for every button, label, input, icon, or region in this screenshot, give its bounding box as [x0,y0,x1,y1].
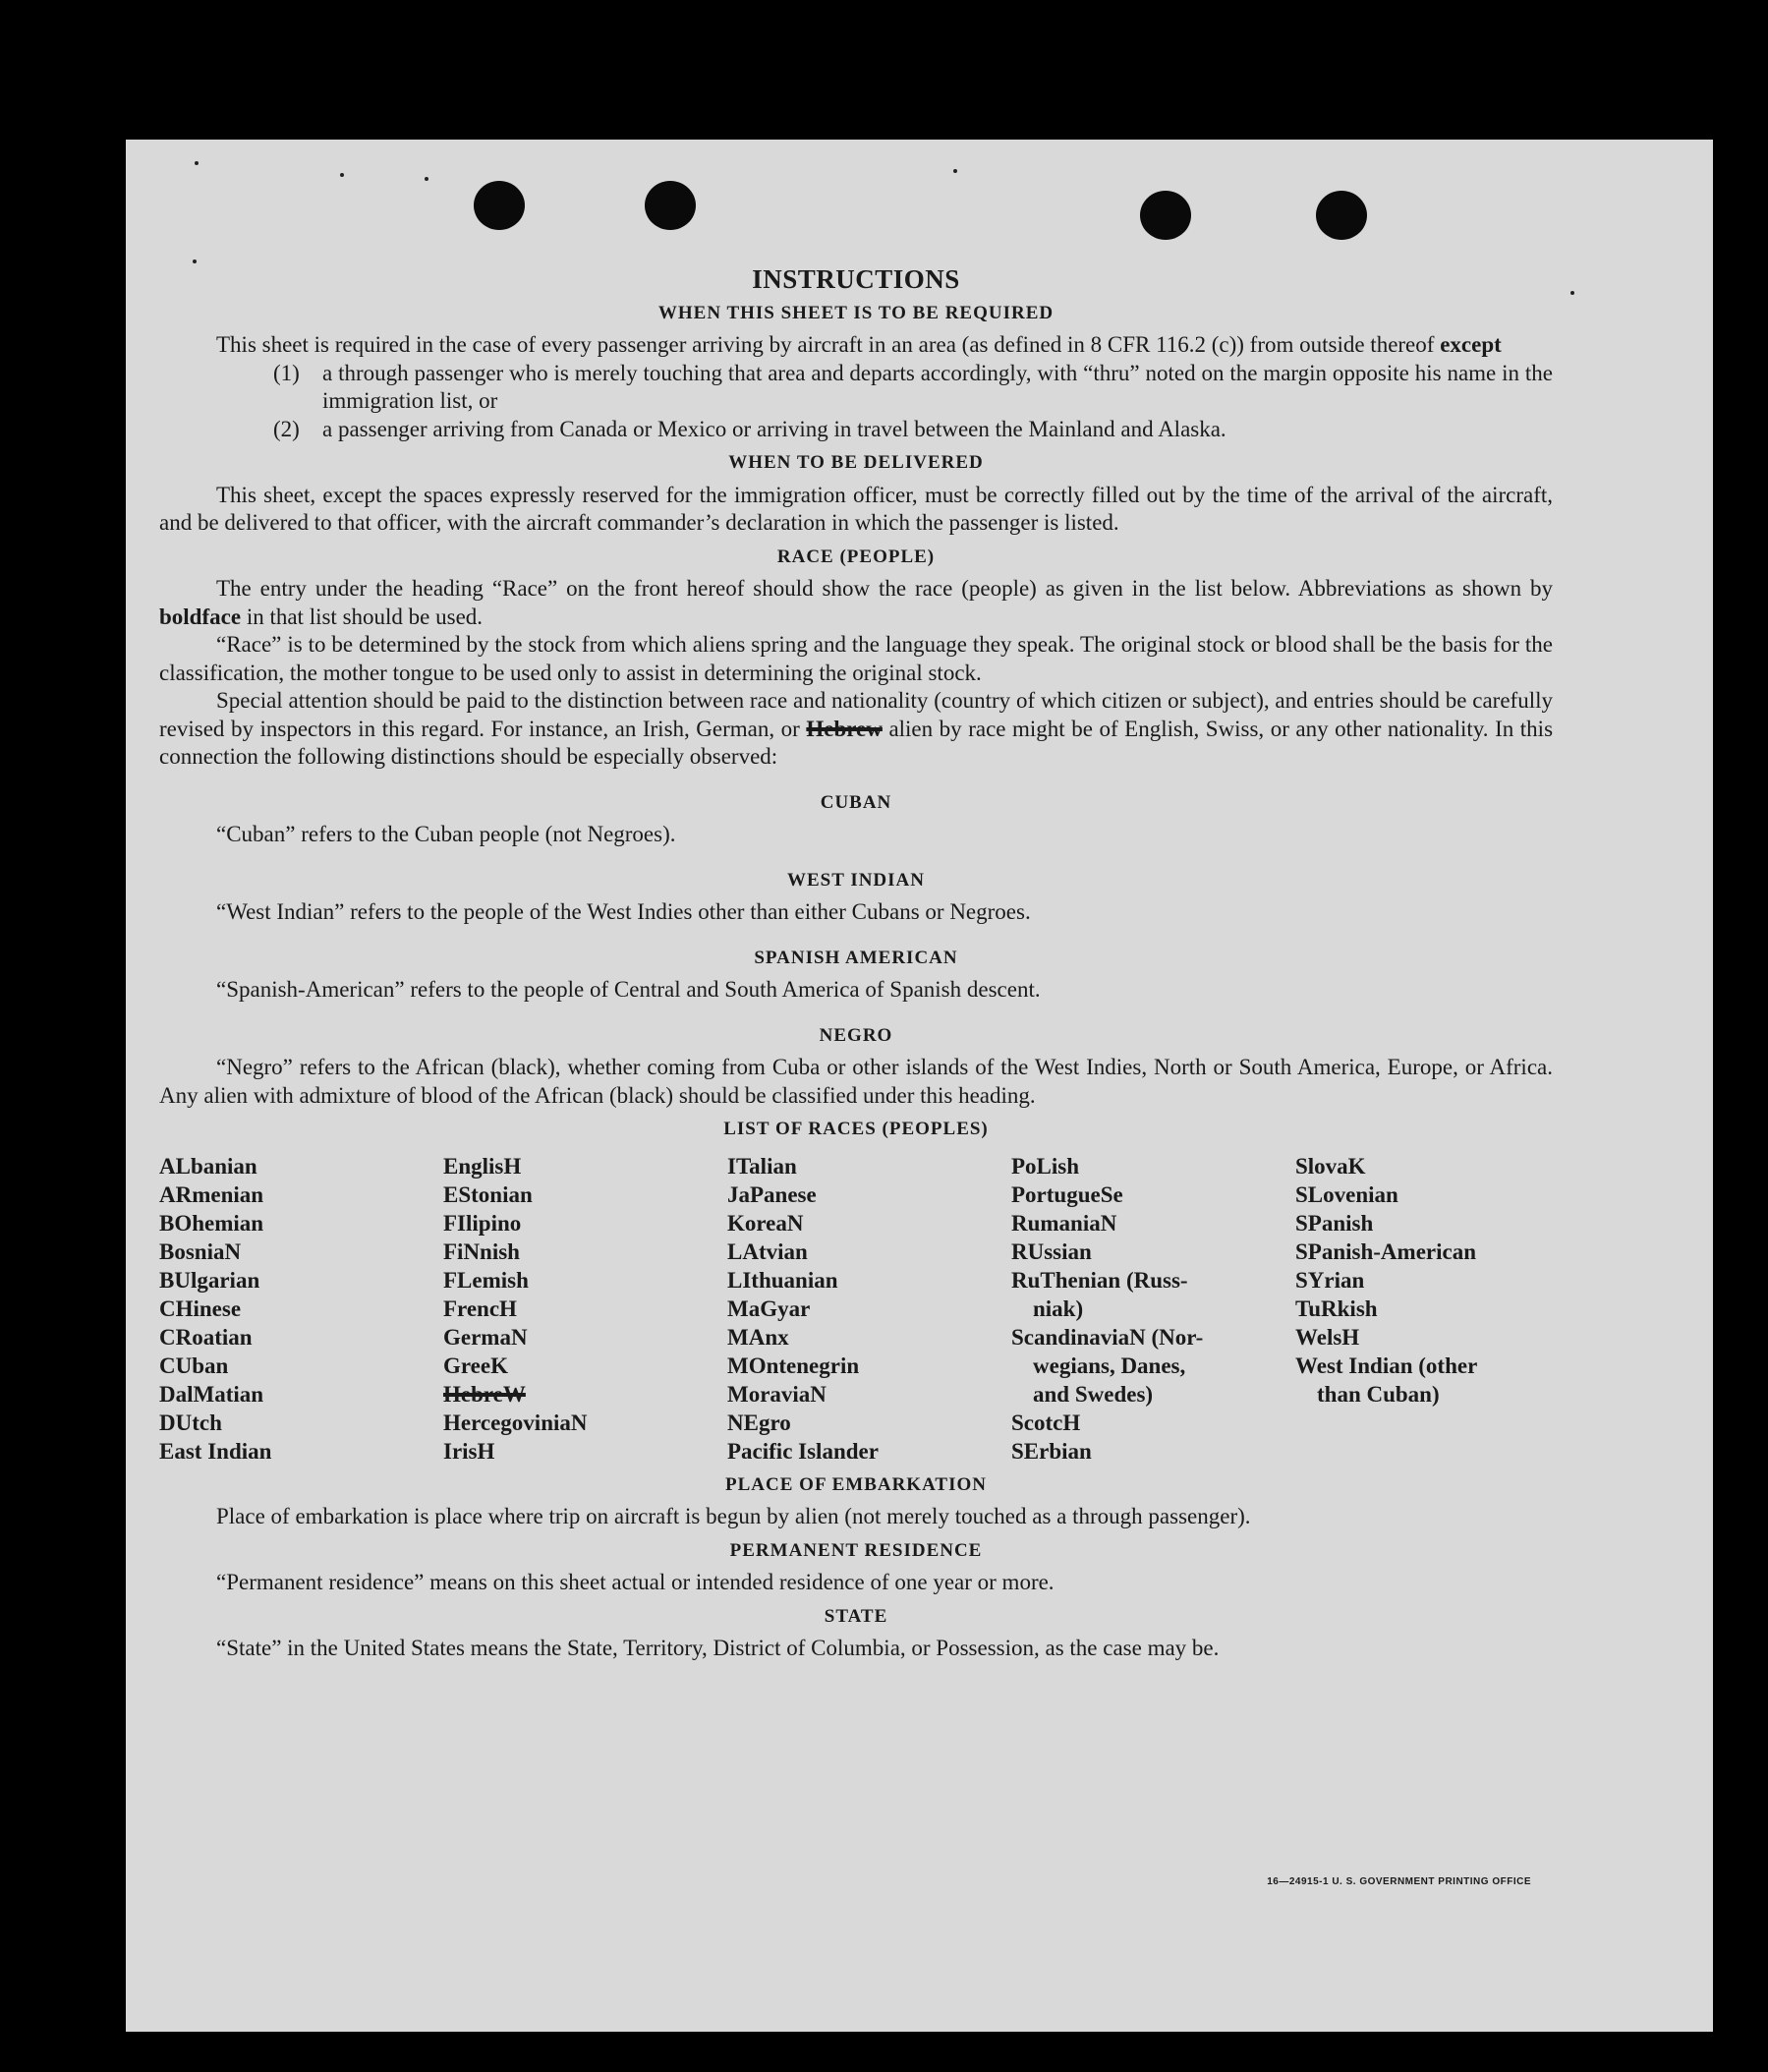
race-item: JaPanese [727,1181,817,1207]
punch-hole [1140,191,1191,240]
race-column [1295,1152,1579,1466]
printing-office-code: 16—24915-1 U. S. GOVERNMENT PRINTING OFFICE [1267,1876,1531,1887]
race-item: BosniaN [159,1238,242,1264]
race-item: CHinese [159,1295,242,1321]
race-item: ITalian [727,1153,797,1179]
speck [425,177,428,181]
paragraph: “Spanish-American” refers to the people of Central and South America of Spanish descent. [216,977,1041,1002]
instructions-content [159,265,1553,1663]
race-item: FiNnish [443,1238,520,1264]
race-item: RumaniaN [1011,1210,1117,1236]
paragraph: “Permanent residence” means on this sheet actual or intended residence of one year or more. [216,1570,1055,1594]
speck [340,173,344,177]
paragraph: Special attention should be paid to the distinction between race and nationality (country of which citizen or subject), and entries should be carefully revised by inspectors in this regard. For instance, an Irish, German, or Hebrew alien by race might be of English, Swiss, or any other nationality. In this connection the following distinctions should be especially observed: [159,688,1554,769]
race-list [159,1152,1553,1466]
list-item: (2) a passenger arriving from Canada or Mexico or arriving in travel between the Mainland and Alaska. [273,416,1226,441]
race-item: EnglisH [443,1153,522,1179]
race-item: TuRkish [1295,1295,1378,1321]
section-heading-negro: NEGRO [819,1024,893,1046]
race-item: HercegoviniaN [443,1410,588,1435]
punch-hole [645,181,696,230]
race-item: ARmenian [159,1181,264,1207]
speck [953,169,957,173]
race-item: BOhemian [159,1210,264,1236]
race-item: GermaN [443,1324,528,1350]
race-item: ALbanian [159,1153,257,1179]
race-item: FLemish [443,1267,529,1293]
race-item: PortugueSe [1011,1181,1123,1207]
race-item: DalMatian [159,1381,264,1407]
speck [193,259,197,263]
section-heading-state: STATE [824,1605,888,1627]
section-heading-list-of-races: LIST OF RACES (PEOPLES) [723,1119,989,1139]
punch-hole [474,181,525,230]
race-item: KoreaN [727,1210,804,1236]
paragraph: “State” in the United States means the State, Territory, District of Columbia, or Possession, as the case may be. [216,1636,1220,1660]
race-item: SlovaK [1295,1153,1366,1179]
document-sheet [126,140,1713,2032]
section-heading-when-required: WHEN THIS SHEET IS TO BE REQUIRED [657,302,1055,323]
paragraph: “Cuban” refers to the Cuban people (not Negroes). [216,822,676,846]
paragraph: The entry under the heading “Race” on the front hereof should show the race (people) as given in the list below. Abbreviations as shown by boldface in that list should be used. [159,576,1553,629]
race-item: DUtch [159,1410,222,1435]
section-heading-when-delivered: WHEN TO BE DELIVERED [728,452,984,473]
section-heading-residence: PERMANENT RESIDENCE [729,1539,983,1561]
race-item: FIlipino [443,1210,522,1236]
race-item: ScandinaviaN (Nor- wegians, Danes, and Swedes) [1011,1324,1204,1407]
race-item: HebreW [443,1381,526,1407]
race-item: PoLish [1011,1153,1080,1179]
section-heading-embarkation: PLACE OF EMBARKATION [725,1473,987,1495]
paragraph: “Negro” refers to the African (black), whether coming from Cuba or other islands of the West Indies, North or South America, Europe, or Africa. Any alien with admixture of blood of the African (black) should be classified under this heading. [159,1055,1553,1108]
race-item: East Indian [159,1438,272,1464]
race-item: NEgro [727,1410,791,1435]
race-item: GreeK [443,1353,508,1378]
race-item: CUban [159,1353,229,1378]
race-item: WelsH [1295,1324,1360,1350]
race-item: RuThenian (Russ- niak) [1011,1267,1188,1321]
race-item: SErbian [1011,1438,1092,1464]
speck [195,161,199,165]
struck-word: Hebrew [806,716,883,741]
section-heading-cuban: CUBAN [820,791,892,813]
race-item: LIthuanian [727,1267,838,1293]
list-item: (1) a through passenger who is merely touching that area and departs accordingly, with “thru” noted on the margin opposite his name in the immigration list, or [273,360,1553,413]
race-item: ScotcH [1011,1410,1081,1435]
race-item: BUlgarian [159,1267,260,1293]
race-item: LAtvian [727,1238,808,1264]
page-title: INSTRUCTIONS [752,264,960,294]
paragraph: Place of embarkation is place where trip on aircraft is begun by alien (not merely touched as a through passenger). [216,1504,1251,1528]
race-item: IrisH [443,1438,495,1464]
paragraph: This sheet, except the spaces expressly reserved for the immigration officer, must be correctly filled out by the time of the arrival of the aircraft, and be delivered to that officer, with the aircraft commander’s declaration in which the passenger is listed. [159,482,1553,535]
paragraph: “West Indian” refers to the people of the West Indies other than either Cubans or Negroes. [216,899,1031,924]
race-item: Pacific Islander [727,1438,879,1464]
race-item: SLovenian [1295,1181,1398,1207]
paragraph: This sheet is required in the case of every passenger arriving by aircraft in an area (as defined in 8 CFR 116.2 (c)) from outside thereof except [216,332,1502,357]
race-item: MaGyar [727,1295,811,1321]
race-item: SYrian [1295,1267,1365,1293]
race-item: FrencH [443,1295,517,1321]
section-heading-race: RACE (PEOPLE) [776,546,936,567]
race-column [727,1152,1011,1466]
race-column [443,1152,727,1466]
section-heading-west-indian: WEST INDIAN [787,869,925,891]
race-item: West Indian (other than Cuban) [1295,1353,1478,1407]
speck [1570,291,1574,295]
race-item: MOntenegrin [727,1353,860,1378]
race-item: MoraviaN [727,1381,827,1407]
race-item: CRoatian [159,1324,253,1350]
section-heading-spanish-american: SPANISH AMERICAN [754,947,958,968]
race-item: SPanish [1295,1210,1374,1236]
race-item: EStonian [443,1181,533,1207]
race-column [159,1152,443,1466]
paragraph: “Race” is to be determined by the stock from which aliens spring and the language they speak. The original stock or blood shall be the basis for the classification, the mother tongue to be used only to assist in determining the original stock. [159,632,1553,685]
race-column [1011,1152,1295,1466]
race-item: SPanish-American [1295,1238,1476,1264]
punch-hole [1316,191,1367,240]
race-item: MAnx [727,1324,789,1350]
race-item: RUssian [1011,1238,1092,1264]
